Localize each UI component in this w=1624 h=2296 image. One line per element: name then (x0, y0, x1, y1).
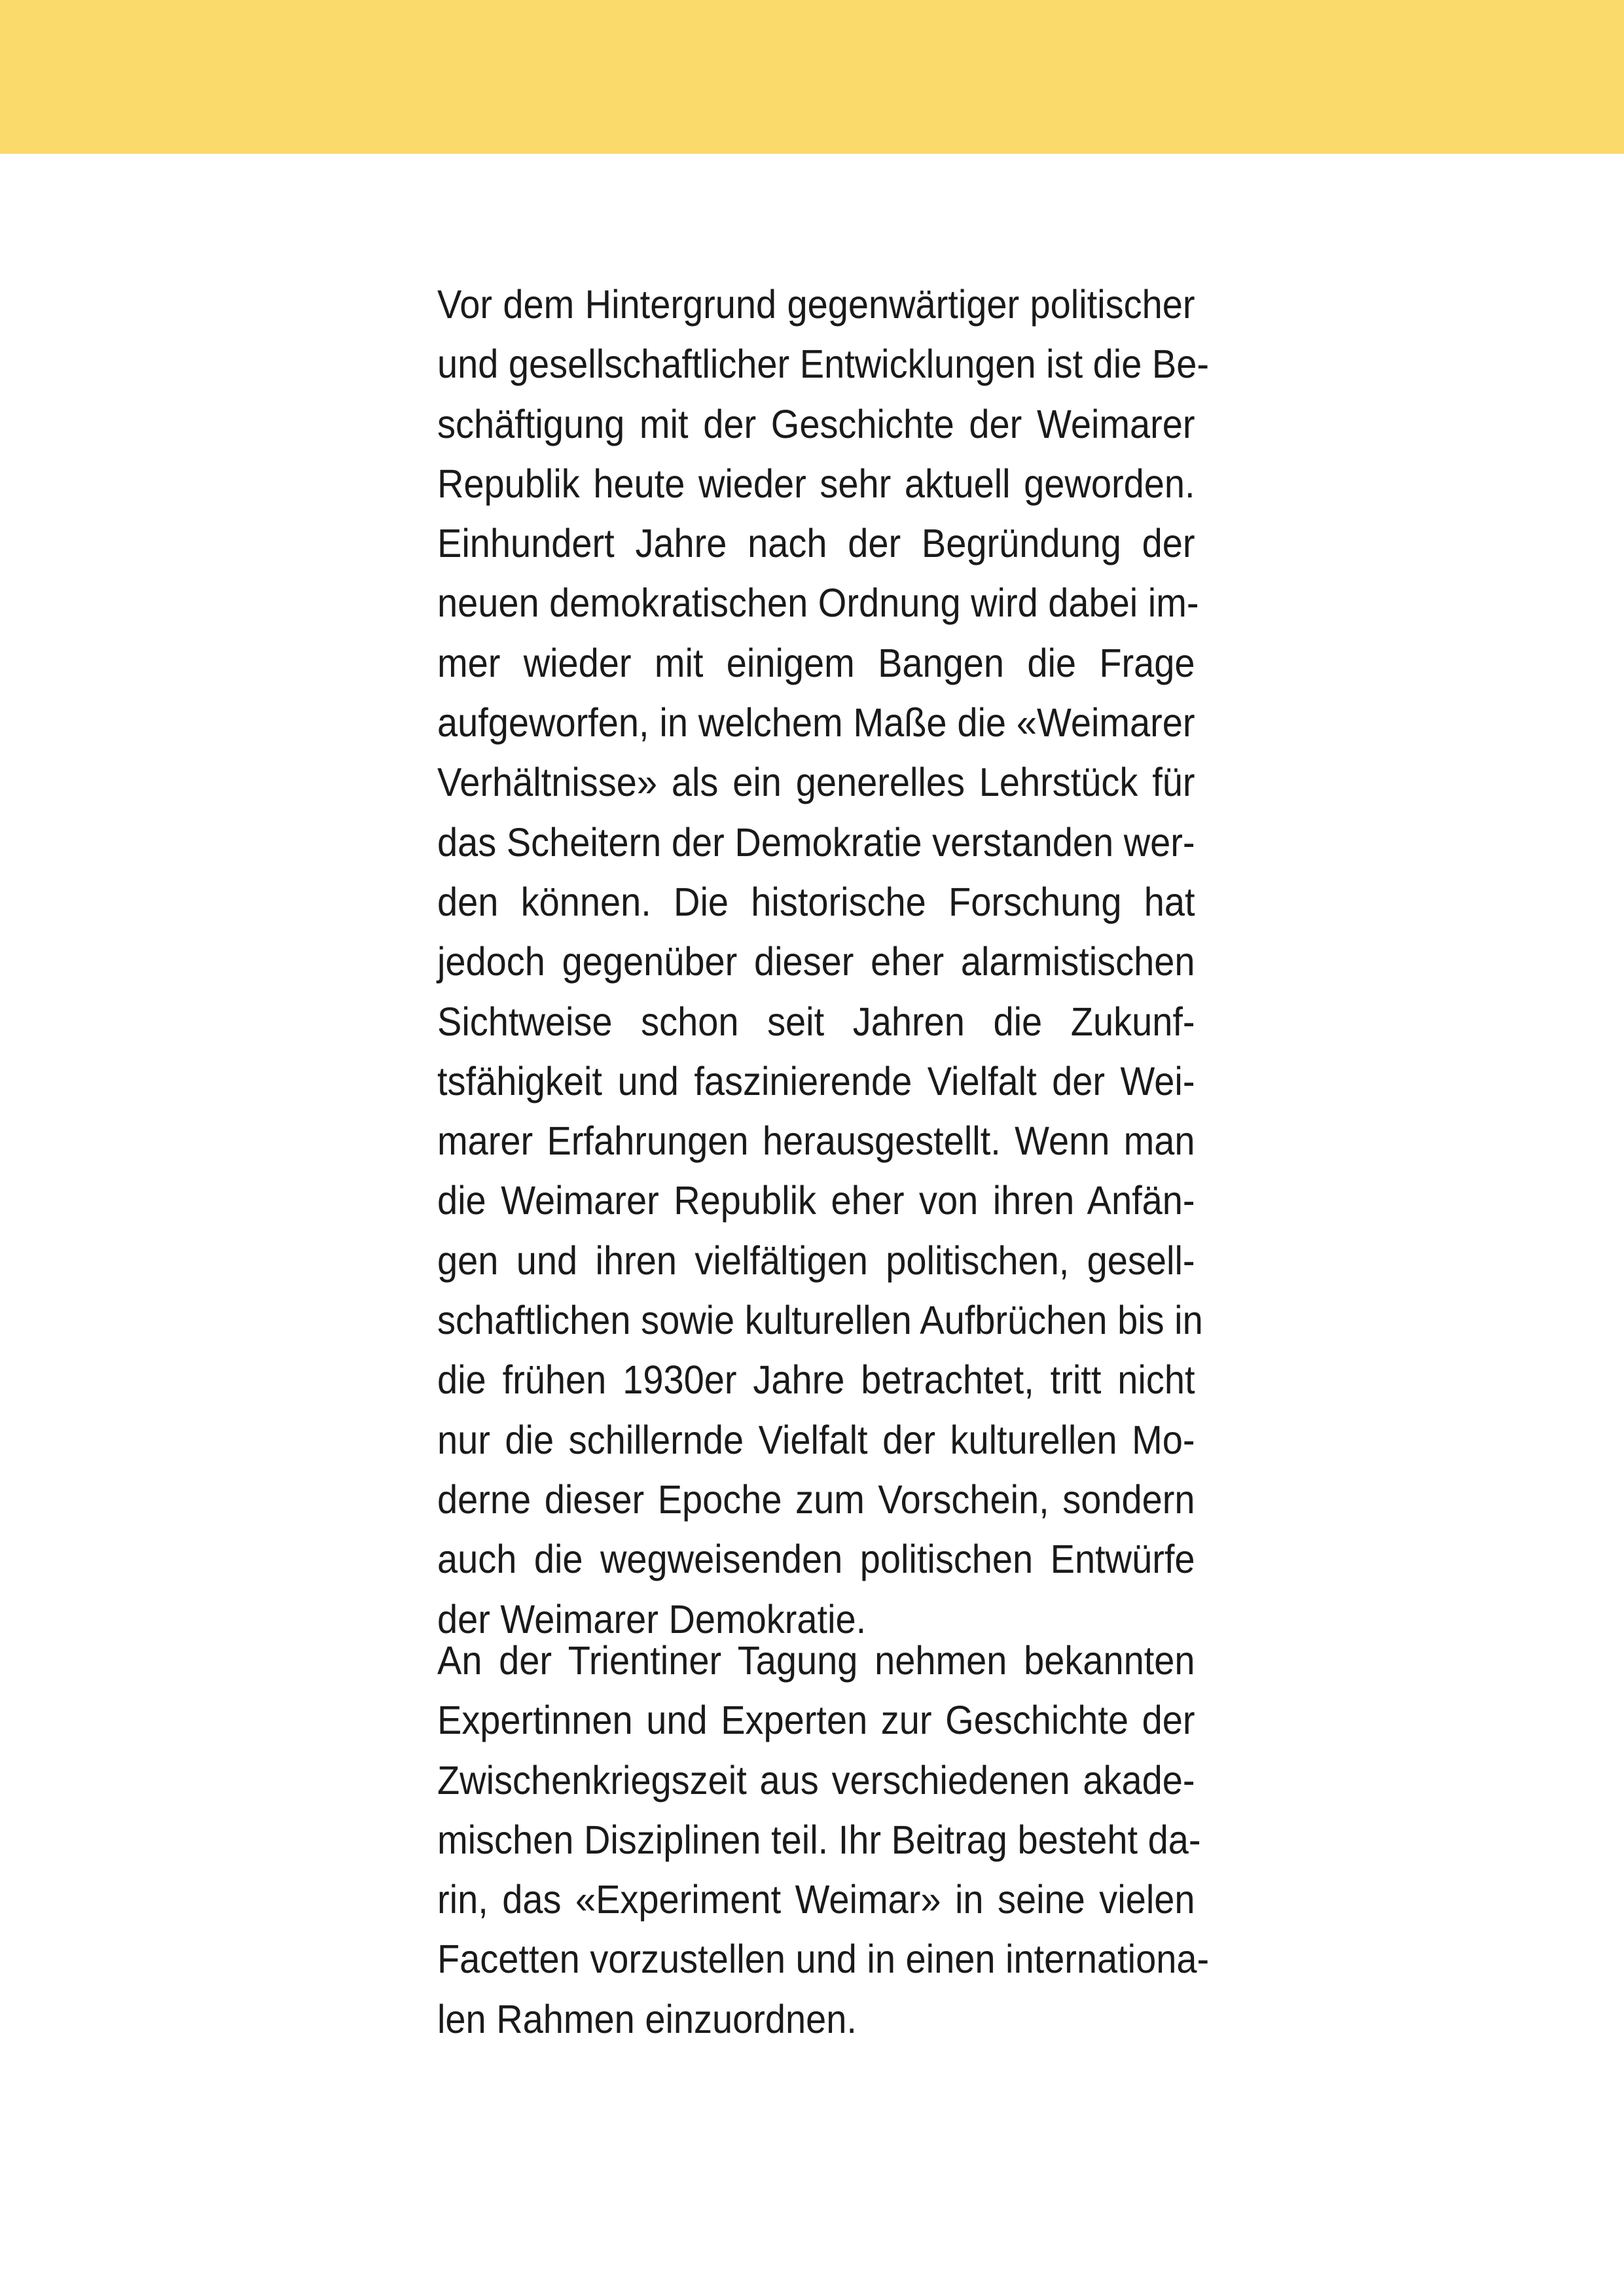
top-color-band (0, 0, 1624, 154)
text-line: schaftlichen sowie kulturellen Aufbrüchen bis in (437, 1298, 1203, 1344)
text-line: auch die wegweisenden politischen Entwürfe (437, 1537, 1195, 1583)
text-line: Republik heute wieder sehr aktuell geworden. (437, 461, 1195, 507)
text-line: marer Erfahrungen herausgestellt. Wenn man (437, 1119, 1195, 1164)
paragraph-2 (437, 1631, 1210, 2049)
text-line: tsfähigkeit und faszinierende Vielfalt der Wei- (437, 1058, 1195, 1104)
text-line: aufgeworfen, in welchem Maße die «Weimarer (437, 700, 1195, 746)
text-line: Verhältnisse» als ein generelles Lehrstück für (437, 760, 1195, 806)
text-line: jedoch gegenüber dieser eher alarmistischen (437, 939, 1195, 985)
text-line: rin, das «Experiment Weimar» in seine vielen (437, 1877, 1195, 1923)
text-line: Einhundert Jahre nach der Begründung der (437, 521, 1195, 567)
text-line: Zwischenkriegszeit aus verschiedenen akade- (437, 1757, 1195, 1803)
text-line: schäftigung mit der Geschichte der Weimarer (437, 401, 1195, 447)
text-line: mischen Disziplinen teil. Ihr Beitrag besteht da- (437, 1817, 1201, 1863)
paragraph-1 (437, 275, 1210, 1649)
text-line: derne dieser Epoche zum Vorschein, sondern (437, 1477, 1195, 1522)
text-line: Vor dem Hintergrund gegenwärtiger politischer (437, 282, 1195, 327)
text-line: Sichtweise schon seit Jahren die Zukunf- (437, 999, 1195, 1045)
text-line: die frühen 1930er Jahre betrachtet, tritt nicht (437, 1357, 1195, 1403)
text-line: gen und ihren vielfältigen politischen, gesell- (437, 1238, 1195, 1283)
text-line: An der Trientiner Tagung nehmen bekannten (437, 1638, 1195, 1683)
text-line: Facetten vorzustellen und in einen internationa- (437, 1937, 1210, 1982)
text-line: und gesellschaftlicher Entwicklungen ist die Be- (437, 342, 1210, 387)
text-line: die Weimarer Republik eher von ihren Anfän- (437, 1178, 1195, 1224)
text-line: Expertinnen und Experten zur Geschichte der (437, 1698, 1195, 1744)
text-line: den können. Die historische Forschung hat (437, 879, 1195, 925)
text-line: nur die schillernde Vielfalt der kulturellen Mo- (437, 1417, 1195, 1463)
text-line: der Weimarer Demokratie. (437, 1596, 867, 1642)
text-line: neuen demokratischen Ordnung wird dabei im- (437, 581, 1199, 626)
text-line: das Scheitern der Demokratie verstanden wer- (437, 819, 1195, 865)
body-text (437, 275, 1210, 2042)
text-line: mer wieder mit einigem Bangen die Frage (437, 640, 1195, 686)
text-line: len Rahmen einzuordnen. (437, 1996, 857, 2042)
